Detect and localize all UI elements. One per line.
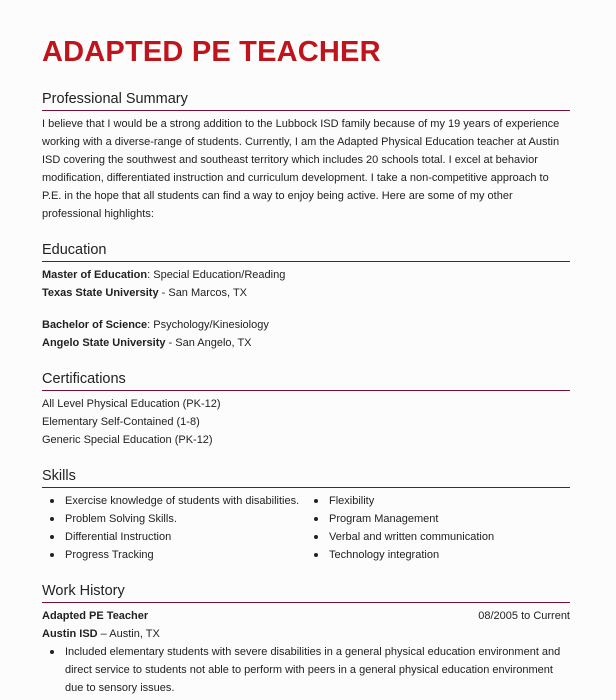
section-heading: Skills: [42, 467, 570, 488]
skill-item: Program Management: [306, 510, 570, 528]
section-heading: Professional Summary: [42, 90, 570, 111]
degree: Master of Education: [42, 269, 148, 281]
job-title: Adapted PE Teacher: [42, 610, 149, 622]
education-entry: [42, 316, 570, 352]
section-heading: Work History: [42, 582, 570, 603]
certifications-section: [42, 370, 570, 449]
skills-section: [42, 467, 570, 564]
job-header: [42, 607, 570, 625]
work-history-section: [42, 582, 570, 697]
school: Angelo State University: [42, 337, 166, 349]
field: : Special Education/Reading: [147, 269, 286, 281]
job-bullet: Included elementary students with severe disabilities in a general physical education environment and direct service to students not able to perform with peers in a general physical education environment due to sensory issues.: [42, 643, 570, 697]
certification-item: Elementary Self-Contained (1-8): [42, 416, 200, 428]
degree: Bachelor of Science: [42, 319, 148, 331]
section-heading: Education: [42, 241, 570, 262]
skills-columns: [42, 492, 570, 564]
employer: Austin ISD: [42, 628, 98, 640]
skill-item: Technology integration: [306, 546, 570, 564]
field: : Psychology/Kinesiology: [147, 319, 269, 331]
professional-summary-section: [42, 90, 570, 223]
employer-location: – Austin, TX: [97, 628, 160, 640]
skill-item: Problem Solving Skills.: [42, 510, 306, 528]
job-dates: 08/2005 to Current: [478, 610, 570, 622]
school-location: - San Angelo, TX: [165, 337, 252, 349]
education-section: [42, 241, 570, 352]
skill-item: Exercise knowledge of students with disabilities.: [42, 492, 306, 510]
skill-item: Differential Instruction: [42, 528, 306, 546]
certification-item: All Level Physical Education (PK-12): [42, 398, 221, 410]
job-bullets: [42, 643, 570, 697]
skill-item: Flexibility: [306, 492, 570, 510]
section-heading: Certifications: [42, 370, 570, 391]
certification-item: Generic Special Education (PK-12): [42, 434, 213, 446]
skill-item: Progress Tracking: [42, 546, 306, 564]
school: Texas State University: [42, 287, 159, 299]
skills-right-list: [306, 492, 570, 564]
summary-text: I believe that I would be a strong addition to the Lubbock ISD family because of my 19 years of experience working with a diverse-range of students. Currently, I am the Adapted Physical Education teacher at Austin ISD covering the southwest and southeast territory which includes 20 schools total. I excel at behavior modification, differentiated instruction and curriculum development. I take a non-competitive approach to P.E. in the hope that all students can find a way to enjoy being active. Here are some of my other professional highlights:: [42, 118, 560, 220]
skills-left-list: [42, 492, 306, 564]
school-location: - San Marcos, TX: [158, 287, 248, 299]
resume-title: ADAPTED PE TEACHER: [42, 36, 381, 68]
skill-item: Verbal and written communication: [306, 528, 570, 546]
education-entry: [42, 266, 570, 302]
